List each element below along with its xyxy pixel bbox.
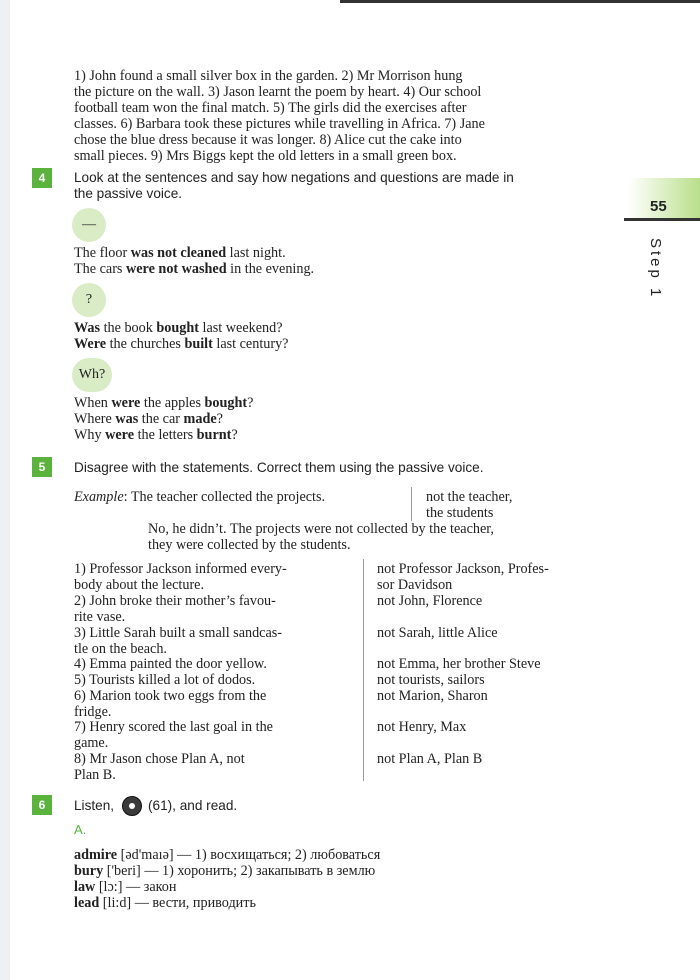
audio-disc-icon[interactable] [122, 796, 142, 816]
exercise-number-5: 5 [32, 457, 52, 477]
correction-line: not Sarah, little Alice [377, 625, 498, 641]
ex5-instruction: Disagree with the statements. Correct them using the passive voice. [74, 460, 484, 475]
vocab-entry: lead [li:d] — вести, приводить [74, 895, 256, 911]
intro-line: 1) John found a small silver box in the garden. 2) Mr Morrison hung [74, 68, 463, 84]
statement-line: 7) Henry scored the last goal in the [74, 719, 273, 735]
negation-sentence: The floor was not cleaned last night. [74, 245, 286, 261]
wh-question-sentence: Where was the car made? [74, 411, 223, 427]
intro-line: football team won the final match. 5) The girls did the exercises after [74, 100, 467, 116]
correction-line: not Plan A, Plan B [377, 751, 483, 767]
example-answer: they were collected by the students. [148, 537, 351, 553]
statement-line: game. [74, 735, 109, 751]
question-bubble: ? [72, 283, 106, 317]
step-label: Step 1 [647, 238, 664, 300]
correction-line: not tourists, sailors [377, 672, 485, 688]
vocab-entry: bury ['beri] — 1) хоронить; 2) закапывать в землю [74, 863, 376, 879]
statement-line: rite vase. [74, 609, 126, 625]
vocab-entry: law [lɔ:] — закон [74, 879, 177, 895]
intro-line: classes. 6) Barbara took these pictures while travelling in Africa. 7) Jane [74, 116, 485, 132]
example-sentence: Example: The teacher collected the projects. [74, 489, 326, 505]
intro-line: chose the blue dress because it was longer. 8) Alice cut the cake into [74, 132, 462, 148]
page-number: 55 [650, 198, 667, 215]
correction-line: not John, Florence [377, 593, 483, 609]
statement-line: 6) Marion took two eggs from the [74, 688, 267, 704]
intro-line: small pieces. 9) Mrs Biggs kept the old letters in a small green box. [74, 148, 457, 164]
statement-line: 1) Professor Jackson informed every- [74, 561, 287, 577]
page-tab-rule [624, 218, 700, 221]
correction-line: not Professor Jackson, Profes- [377, 561, 549, 577]
negation-bubble: — [72, 208, 106, 242]
listen-text: Listen, [74, 798, 115, 813]
ex4-instruction: the passive voice. [74, 186, 183, 201]
wh-question-sentence: Why were the letters burnt? [74, 427, 238, 443]
example-answer: No, he didn’t. The projects were not collected by the teacher, [148, 521, 494, 537]
statement-line: 3) Little Sarah built a small sandcas- [74, 625, 283, 641]
track-text: (61), and read. [148, 798, 238, 813]
vocab-entry: admire [əd'maıə] — 1) восхищаться; 2) любоваться [74, 847, 381, 863]
correction-line: sor Davidson [377, 577, 453, 593]
example-hint: the students [426, 505, 494, 521]
statement-line: tle on the beach. [74, 641, 167, 657]
wh-question-bubble: Wh? [72, 358, 112, 392]
statement-line: fridge. [74, 704, 112, 720]
wh-question-sentence: When were the apples bought? [74, 395, 254, 411]
statement-line: 8) Mr Jason chose Plan A, not [74, 751, 245, 767]
column-divider [363, 559, 364, 781]
top-rule [340, 0, 700, 3]
intro-line: the picture on the wall. 3) Jason learnt the poem by heart. 4) Our school [74, 84, 482, 100]
exercise-number-6: 6 [32, 795, 52, 815]
statement-line: 2) John broke their mother’s favou- [74, 593, 276, 609]
statement-line: body about the lecture. [74, 577, 205, 593]
correction-line: not Marion, Sharon [377, 688, 488, 704]
exercise-number-4: 4 [32, 168, 52, 188]
ex4-instruction: Look at the sentences and say how negations and questions are made in [74, 170, 514, 185]
part-label: A. [74, 822, 87, 837]
question-sentence: Were the churches built last century? [74, 336, 289, 352]
statement-line: 4) Emma painted the door yellow. [74, 656, 267, 672]
statement-line: Plan B. [74, 767, 116, 783]
example-hint: not the teacher, [426, 489, 513, 505]
correction-line: not Emma, her brother Steve [377, 656, 541, 672]
negation-sentence: The cars were not washed in the evening. [74, 261, 315, 277]
statement-line: 5) Tourists killed a lot of dodos. [74, 672, 256, 688]
page-edge-shadow [0, 0, 10, 980]
correction-line: not Henry, Max [377, 719, 467, 735]
example-divider [411, 487, 412, 521]
question-sentence: Was the book bought last weekend? [74, 320, 283, 336]
